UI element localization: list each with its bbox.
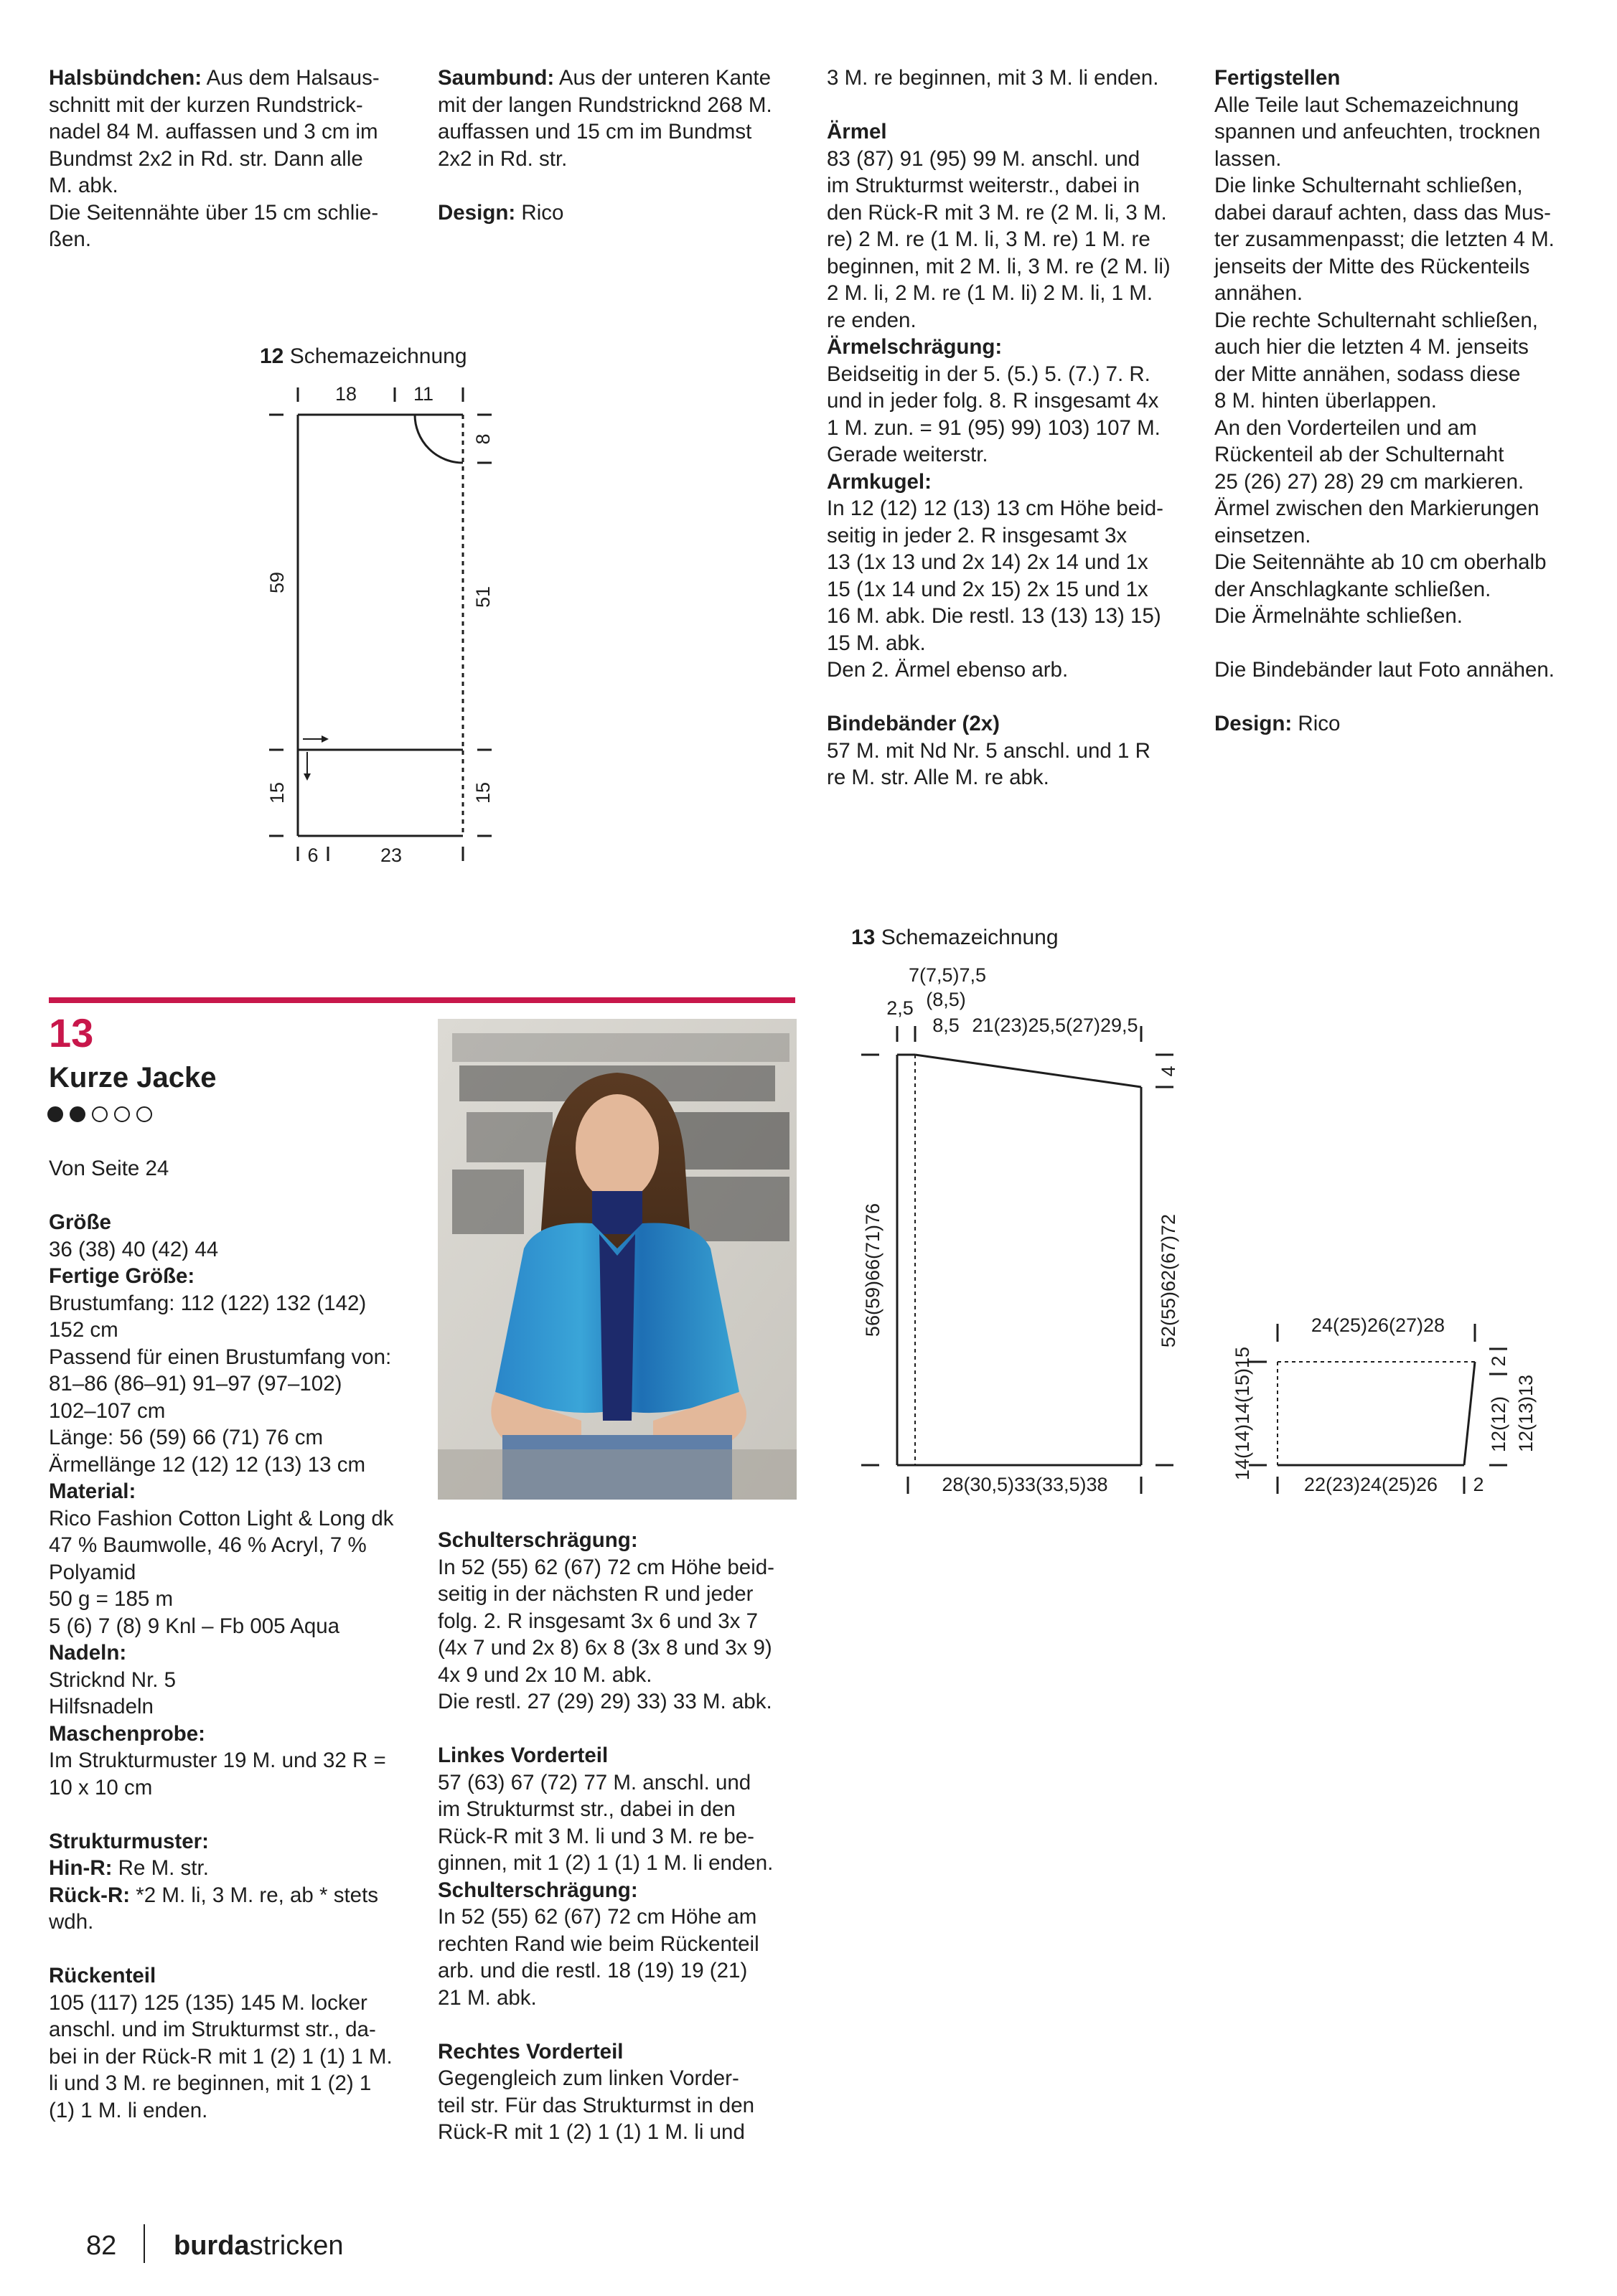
text-line	[1214, 603, 1588, 630]
text-line	[827, 199, 1193, 227]
text-content: nadel 84 M. auffassen und 3 cm im	[49, 120, 378, 144]
text-content: (4x 7 und 2x 8) 6x 8 (3x 8 und 3x 9)	[438, 1636, 772, 1660]
text-line	[49, 1532, 422, 1559]
text-label: Rechtes Vorderteil	[438, 2039, 624, 2064]
text-label: Größe	[49, 1210, 111, 1234]
text-line	[1214, 199, 1588, 227]
paragraph-gap	[438, 1716, 811, 1743]
text-line	[1214, 280, 1588, 307]
text-column-2	[438, 65, 804, 226]
text-content: mit der langen Rundstricknd 268 M.	[438, 93, 772, 117]
text-line	[827, 361, 1193, 388]
text-content: folg. 2. R insgesamt 3x 6 und 3x 7	[438, 1609, 759, 1633]
text-content: 50 g = 185 m	[49, 1587, 174, 1611]
text-content: Re M. str.	[112, 1856, 209, 1880]
text-label: Rückenteil	[49, 1964, 156, 1987]
text-line	[1214, 522, 1588, 550]
text-line	[49, 172, 408, 199]
text-label: Linkes Vorderteil	[438, 1744, 609, 1767]
text-line	[438, 2038, 811, 2066]
text-content: lassen.	[1214, 146, 1282, 171]
text-content: 8 M. hinten überlappen.	[1214, 389, 1437, 413]
text-content: 36 (38) 40 (42) 44	[49, 1237, 219, 1261]
text-content: dabei darauf achten, dass das Mus-	[1214, 200, 1552, 225]
text-line	[1214, 361, 1588, 388]
text-line	[827, 307, 1193, 334]
text-content: Ärmel zwischen den Markierungen	[1214, 497, 1539, 520]
text-content: Die Seitennähte ab 10 cm oberhalb	[1214, 550, 1547, 574]
text-line	[827, 65, 1193, 92]
footer-divider	[144, 2224, 145, 2263]
text-line	[1214, 387, 1588, 415]
text-content: re) 2 M. re (1 M. li, 3 M. re) 1 M. re	[827, 227, 1150, 251]
schematic-12	[258, 373, 502, 875]
fig12-label-right-top: 8	[472, 433, 494, 445]
text-line	[49, 1721, 422, 1748]
text-line	[49, 1962, 422, 1990]
fig12-label-left-mid: 59	[266, 571, 288, 594]
text-label: Material:	[49, 1479, 136, 1503]
text-line	[49, 1774, 422, 1802]
text-line	[49, 1855, 422, 1882]
text-content: 102–107 cm	[49, 1398, 166, 1423]
fig13-label-top-a: 7(7,5)7,5	[908, 964, 987, 986]
text-content: Rico	[515, 200, 564, 225]
text-line	[438, 1769, 811, 1797]
text-line	[49, 1667, 422, 1694]
text-content: 15 M. abk.	[827, 631, 926, 655]
text-line	[827, 226, 1193, 253]
text-line	[1214, 334, 1588, 361]
text-line	[827, 549, 1193, 576]
fig13-label-sleeve-top: 24(25)26(27)28	[1311, 1314, 1445, 1336]
text-line	[827, 630, 1193, 657]
fig13-label-sleeve-right-b: 12(12)	[1488, 1396, 1509, 1453]
text-line	[827, 280, 1193, 307]
text-content: Hilfsnadeln	[49, 1695, 154, 1718]
fig12-label-right-mid: 51	[472, 585, 494, 608]
fig12-label-bot-b: 23	[380, 844, 403, 866]
text-line	[49, 1990, 422, 2017]
text-line	[438, 1581, 811, 1608]
text-line	[49, 1452, 422, 1479]
text-content: (1) 1 M. li enden.	[49, 2098, 208, 2122]
text-line	[438, 199, 804, 227]
text-line	[438, 146, 804, 173]
figure-13-caption: 13 Schemazeichnung	[851, 926, 1059, 949]
text-line	[827, 146, 1193, 173]
text-line	[49, 2070, 422, 2097]
schematic-13	[847, 954, 1579, 1521]
text-line	[438, 92, 804, 119]
fig13-label-top-c: 2,5	[886, 997, 914, 1019]
difficulty-rating	[47, 1106, 152, 1122]
text-content: 16 M. abk. Die restl. 13 (13) 13) 15)	[827, 604, 1161, 628]
text-line	[49, 1236, 422, 1264]
text-content: Bundmst 2x2 in Rd. str. Dann alle	[49, 146, 363, 171]
text-line	[1214, 549, 1588, 576]
text-content: Passend für einen Brustumfang von:	[49, 1345, 392, 1369]
text-content: Den 2. Ärmel ebenso arb.	[827, 658, 1069, 682]
text-content: rechten Rand wie beim Rückenteil	[438, 1932, 759, 1956]
text-line	[1214, 441, 1588, 469]
text-content: jenseits der Mitte des Rückenteils	[1214, 254, 1530, 278]
text-content: 83 (87) 91 (95) 99 M. anschl. und	[827, 146, 1140, 171]
text-content: schnitt mit der kurzen Rundstrick-	[49, 93, 363, 117]
text-content: Gegengleich zum linken Vorder-	[438, 2066, 739, 2090]
text-content: Stricknd Nr. 5	[49, 1667, 177, 1692]
text-content: bei in der Rück-R mit 1 (2) 1 (1) 1 M.	[49, 2044, 393, 2069]
text-line	[827, 495, 1193, 522]
text-label: Saumbund:	[438, 66, 555, 90]
text-line	[827, 710, 1193, 738]
text-content: Rico	[1292, 712, 1341, 735]
text-content: 15 (1x 14 und 2x 15) 2x 15 und 1x	[827, 577, 1148, 601]
text-line	[49, 118, 408, 146]
text-line	[49, 1344, 422, 1371]
fig13-label-top-b: (8,5)	[926, 989, 966, 1010]
text-content: Rück-R mit 1 (2) 1 (1) 1 M. li und	[438, 2120, 745, 2144]
text-label: Ärmel	[827, 120, 887, 144]
text-content: Die rechte Schulternaht schließen,	[1214, 308, 1538, 332]
text-content: re M. str. Alle M. re abk.	[827, 766, 1049, 789]
text-line	[1214, 576, 1588, 603]
text-line	[438, 1985, 811, 2012]
text-content: Die Seitennähte über 15 cm schlie-	[49, 200, 379, 225]
text-label: Ärmelschrägung:	[827, 335, 1003, 359]
difficulty-dot-empty	[92, 1106, 108, 1122]
text-line	[1214, 495, 1588, 522]
text-content: ter zusammenpasst; die letzten 4 M.	[1214, 227, 1555, 251]
text-label: Maschenprobe:	[49, 1721, 206, 1746]
text-content: 2 M. li, 2 M. re (1 M. li) 2 M. li, 1 M.	[827, 281, 1153, 305]
text-label: Fertigstellen	[1214, 66, 1341, 90]
text-line	[438, 1608, 811, 1635]
text-line	[438, 1554, 811, 1581]
text-line	[438, 2092, 811, 2119]
text-line	[49, 1505, 422, 1533]
fig12-label-top-b: 11	[413, 383, 434, 405]
fig13-label-sleeve-right-c: 12(13)13	[1515, 1374, 1537, 1453]
text-content: ßen.	[49, 227, 92, 251]
text-line	[49, 226, 408, 253]
text-column-3	[827, 65, 1193, 791]
text-content: der Mitte annähen, sodass diese	[1214, 362, 1521, 386]
text-content: Rückenteil ab der Schulternaht	[1214, 443, 1504, 466]
text-content: und in jeder folg. 8. R insgesamt 4x	[827, 389, 1159, 413]
text-content: einsetzen.	[1214, 523, 1311, 547]
text-content: spannen und anfeuchten, trocknen	[1214, 120, 1541, 144]
text-line	[1214, 92, 1588, 119]
paragraph-gap	[49, 1801, 422, 1828]
text-line	[438, 1688, 811, 1716]
text-content: Die Bindebänder laut Foto annähen.	[1214, 658, 1555, 682]
text-line	[49, 199, 408, 227]
text-line	[438, 118, 804, 146]
text-content: Aus dem Halsaus-	[202, 66, 380, 90]
text-label: Bindebänder (2x)	[827, 712, 1000, 735]
fig12-label-left-bot: 15	[266, 781, 288, 804]
magazine-brand: burdastricken	[174, 2231, 344, 2261]
text-line	[827, 469, 1193, 496]
fig13-label-right-height: 52(55)62(67)72	[1158, 1213, 1179, 1348]
text-content: 21 M. abk.	[438, 1985, 537, 2010]
text-content: 25 (26) 27) 28) 29 cm markieren.	[1214, 469, 1524, 494]
text-content: wdh.	[49, 1910, 94, 1934]
text-content: Gerade weiterstr.	[827, 443, 988, 466]
text-content: In 52 (55) 62 (67) 72 cm Höhe beid-	[438, 1555, 774, 1579]
paragraph-gap	[827, 684, 1193, 711]
text-label: Schulterschrägung:	[438, 1878, 638, 1902]
text-line	[438, 1957, 811, 1985]
text-content: Ärmellänge 12 (12) 12 (13) 13 cm	[49, 1452, 366, 1477]
text-content: Rück-R mit 3 M. li und 3 M. re be-	[438, 1824, 754, 1848]
text-label: Fertige Größe:	[49, 1264, 195, 1288]
text-line	[49, 2097, 422, 2125]
text-content: In 12 (12) 12 (13) 13 cm Höhe beid-	[827, 497, 1163, 520]
text-line	[49, 1747, 422, 1774]
text-line	[827, 334, 1193, 361]
text-line	[438, 1823, 811, 1850]
text-line	[1214, 415, 1588, 442]
text-content: den Rück-R mit 3 M. re (2 M. li, 3 M.	[827, 200, 1167, 225]
text-line	[438, 2065, 811, 2092]
text-line	[438, 1796, 811, 1823]
fig13-label-right-top: 4	[1158, 1065, 1179, 1077]
text-content: im Strukturmst weiterstr., dabei in	[827, 174, 1140, 197]
text-content: Die linke Schulternaht schließen,	[1214, 174, 1523, 197]
paragraph-gap	[49, 1182, 422, 1210]
text-content: auffassen und 15 cm im Bundmst	[438, 120, 752, 144]
paragraph-gap	[438, 172, 804, 199]
text-line	[49, 1639, 422, 1667]
paragraph-gap	[49, 1936, 422, 1963]
text-line	[827, 603, 1193, 630]
text-content: re enden.	[827, 308, 917, 332]
text-line	[827, 118, 1193, 146]
text-content: 10 x 10 cm	[49, 1775, 153, 1799]
difficulty-dot-empty	[136, 1106, 152, 1122]
fig12-label-right-bot: 15	[472, 781, 494, 804]
fig12-label-top-a: 18	[334, 383, 357, 405]
text-label: Hin-R:	[49, 1856, 113, 1880]
text-content: In 52 (55) 62 (67) 72 cm Höhe am	[438, 1905, 757, 1929]
text-line	[49, 1398, 422, 1425]
text-label: Armkugel:	[827, 469, 932, 494]
text-line	[827, 764, 1193, 791]
text-content: Rico Fashion Cotton Light & Long dk	[49, 1506, 394, 1530]
text-content: li und 3 M. re beginnen, mit 1 (2) 1	[49, 2071, 372, 2095]
text-column-5	[49, 1155, 422, 2124]
text-content: ginnen, mit 1 (2) 1 (1) 1 M. li enden.	[438, 1851, 774, 1875]
text-line	[827, 415, 1193, 442]
text-content: seitig in der nächsten R und jeder	[438, 1582, 754, 1606]
text-line	[49, 1317, 422, 1344]
text-label: Design:	[1214, 712, 1293, 735]
text-line	[49, 1424, 422, 1452]
text-line	[438, 1742, 811, 1769]
text-label: Design:	[438, 200, 516, 225]
text-line	[49, 1693, 422, 1721]
fig13-label-sleeve-left: 14(14)14(15)15	[1232, 1346, 1253, 1481]
fig13-label-sleeve-right-a: 2	[1488, 1355, 1509, 1367]
text-line	[49, 92, 408, 119]
text-content: anschl. und im Strukturmst str., da-	[49, 2018, 376, 2041]
text-content: 105 (117) 125 (135) 145 M. locker	[49, 1990, 367, 2015]
text-column-1	[49, 65, 408, 253]
paragraph-gap	[1214, 684, 1588, 711]
fig12-label-bot-a: 6	[307, 844, 319, 866]
paragraph-gap	[1214, 630, 1588, 657]
text-line	[1214, 710, 1588, 738]
text-content: Aus der unteren Kante	[554, 66, 772, 90]
text-content: auch hier die letzten 4 M. jenseits	[1214, 335, 1529, 359]
jacket-photo	[438, 1019, 797, 1500]
text-content: 81–86 (86–91) 91–97 (97–102)	[49, 1372, 342, 1396]
text-line	[438, 1662, 811, 1689]
text-content: 2x2 in Rd. str.	[438, 146, 568, 171]
text-content: im Strukturmst str., dabei in den	[438, 1797, 736, 1821]
text-line	[1214, 172, 1588, 199]
text-content: Alle Teile laut Schemazeichnung	[1214, 93, 1519, 117]
text-label: Halsbündchen:	[49, 66, 202, 90]
text-line	[49, 1586, 422, 1613]
text-content: 152 cm	[49, 1318, 118, 1342]
text-line	[1214, 146, 1588, 173]
difficulty-dot-empty	[114, 1106, 130, 1122]
paragraph-gap	[827, 92, 1193, 119]
text-line	[438, 1634, 811, 1662]
figure-12-caption: 12 Schemazeichnung	[260, 344, 467, 368]
text-content: 4x 9 und 2x 10 M. abk.	[438, 1662, 652, 1687]
text-content: Die Ärmelnähte schließen.	[1214, 604, 1463, 628]
text-content: 13 (1x 13 und 2x 14) 2x 14 und 1x	[827, 550, 1148, 574]
text-line	[49, 2043, 422, 2071]
text-content: annähen.	[1214, 281, 1303, 305]
text-line	[438, 1877, 811, 1904]
text-line	[49, 1290, 422, 1317]
text-line	[827, 172, 1193, 199]
text-line	[827, 522, 1193, 550]
text-line	[827, 387, 1193, 415]
text-line	[438, 1931, 811, 1958]
page-number: 82	[86, 2231, 117, 2261]
text-content: 5 (6) 7 (8) 9 Knl – Fb 005 Aqua	[49, 1614, 340, 1638]
text-label: Rück-R:	[49, 1883, 131, 1907]
text-content: Länge: 56 (59) 66 (71) 76 cm	[49, 1426, 324, 1449]
text-line	[49, 2016, 422, 2043]
text-content: 57 (63) 67 (72) 77 M. anschl. und	[438, 1770, 751, 1794]
section-title: Kurze Jacke	[49, 1062, 217, 1093]
fig13-label-sleeve-bottom: 22(23)24(25)26	[1303, 1474, 1438, 1495]
text-line	[49, 1370, 422, 1398]
text-content: seitig in jeder 2. R insgesamt 3x	[827, 523, 1128, 547]
text-column-4	[1214, 65, 1588, 738]
text-line	[1214, 469, 1588, 496]
paragraph-gap	[438, 2011, 811, 2038]
text-line	[49, 1263, 422, 1290]
text-label: Strukturmuster:	[49, 1829, 209, 1853]
text-content: M. abk.	[49, 174, 118, 197]
difficulty-dot-filled	[70, 1106, 85, 1122]
text-content: *2 M. li, 3 M. re, ab * stets	[130, 1883, 379, 1907]
text-line	[1214, 307, 1588, 334]
text-line	[49, 1155, 422, 1182]
text-line	[438, 1527, 811, 1554]
text-line	[49, 1209, 422, 1236]
text-content: Im Strukturmuster 19 M. und 32 R =	[49, 1749, 386, 1772]
text-content: An den Vorderteilen und am	[1214, 415, 1477, 440]
section-rule	[49, 997, 795, 1003]
text-content: Brustumfang: 112 (122) 132 (142)	[49, 1291, 367, 1315]
text-content: Beidseitig in der 5. (5.) 5. (7.) 7. R.	[827, 362, 1150, 386]
fig13-label-top-d: 8,5	[932, 1015, 960, 1036]
text-line	[827, 441, 1193, 469]
text-line	[1214, 657, 1588, 684]
text-content: 57 M. mit Nd Nr. 5 anschl. und 1 R	[827, 738, 1150, 763]
text-line	[827, 253, 1193, 281]
text-line	[49, 1828, 422, 1855]
text-line	[1214, 226, 1588, 253]
text-line	[1214, 253, 1588, 281]
text-content: 47 % Baumwolle, 46 % Acryl, 7 %	[49, 1533, 367, 1557]
difficulty-dot-filled	[47, 1106, 63, 1122]
section-number: 13	[49, 1010, 94, 1055]
text-line	[49, 1613, 422, 1640]
text-label: Nadeln:	[49, 1641, 127, 1665]
text-line	[1214, 118, 1588, 146]
fig13-label-bottom-width: 28(30,5)33(33,5)38	[942, 1474, 1108, 1495]
fig13-label-left-height: 56(59)66(71)76	[862, 1203, 884, 1337]
text-label: Schulterschrägung:	[438, 1528, 638, 1552]
text-content: teil str. Für das Strukturmst in den	[438, 2093, 755, 2117]
text-line	[438, 1850, 811, 1877]
text-line	[49, 65, 408, 92]
text-line	[438, 1904, 811, 1931]
text-line	[49, 1478, 422, 1505]
text-content: arb. und die restl. 18 (19) 19 (21)	[438, 1959, 748, 1982]
text-line	[827, 657, 1193, 684]
text-line	[827, 738, 1193, 765]
text-content: Die restl. 27 (29) 29) 33) 33 M. abk.	[438, 1690, 772, 1713]
fig13-label-top-e: 21(23)25,5(27)29,5	[972, 1015, 1138, 1036]
text-line	[49, 146, 408, 173]
text-line	[438, 2119, 811, 2146]
fig13-label-sleeve-bottom-b: 2	[1473, 1474, 1484, 1495]
text-content: 1 M. zun. = 91 (95) 99) 103) 107 M.	[827, 415, 1161, 440]
text-column-6	[438, 1527, 811, 2146]
text-line	[49, 1909, 422, 1936]
text-content: beginnen, mit 2 M. li, 3 M. re (2 M. li)	[827, 254, 1171, 278]
text-line	[49, 1559, 422, 1586]
text-line	[438, 65, 804, 92]
text-content: Von Seite 24	[49, 1157, 169, 1180]
text-content: der Anschlagkante schließen.	[1214, 577, 1491, 601]
text-line	[1214, 65, 1588, 92]
text-line	[49, 1882, 422, 1909]
text-content: 3 M. re beginnen, mit 3 M. li enden.	[827, 66, 1159, 90]
text-content: Polyamid	[49, 1560, 136, 1584]
text-line	[827, 576, 1193, 603]
